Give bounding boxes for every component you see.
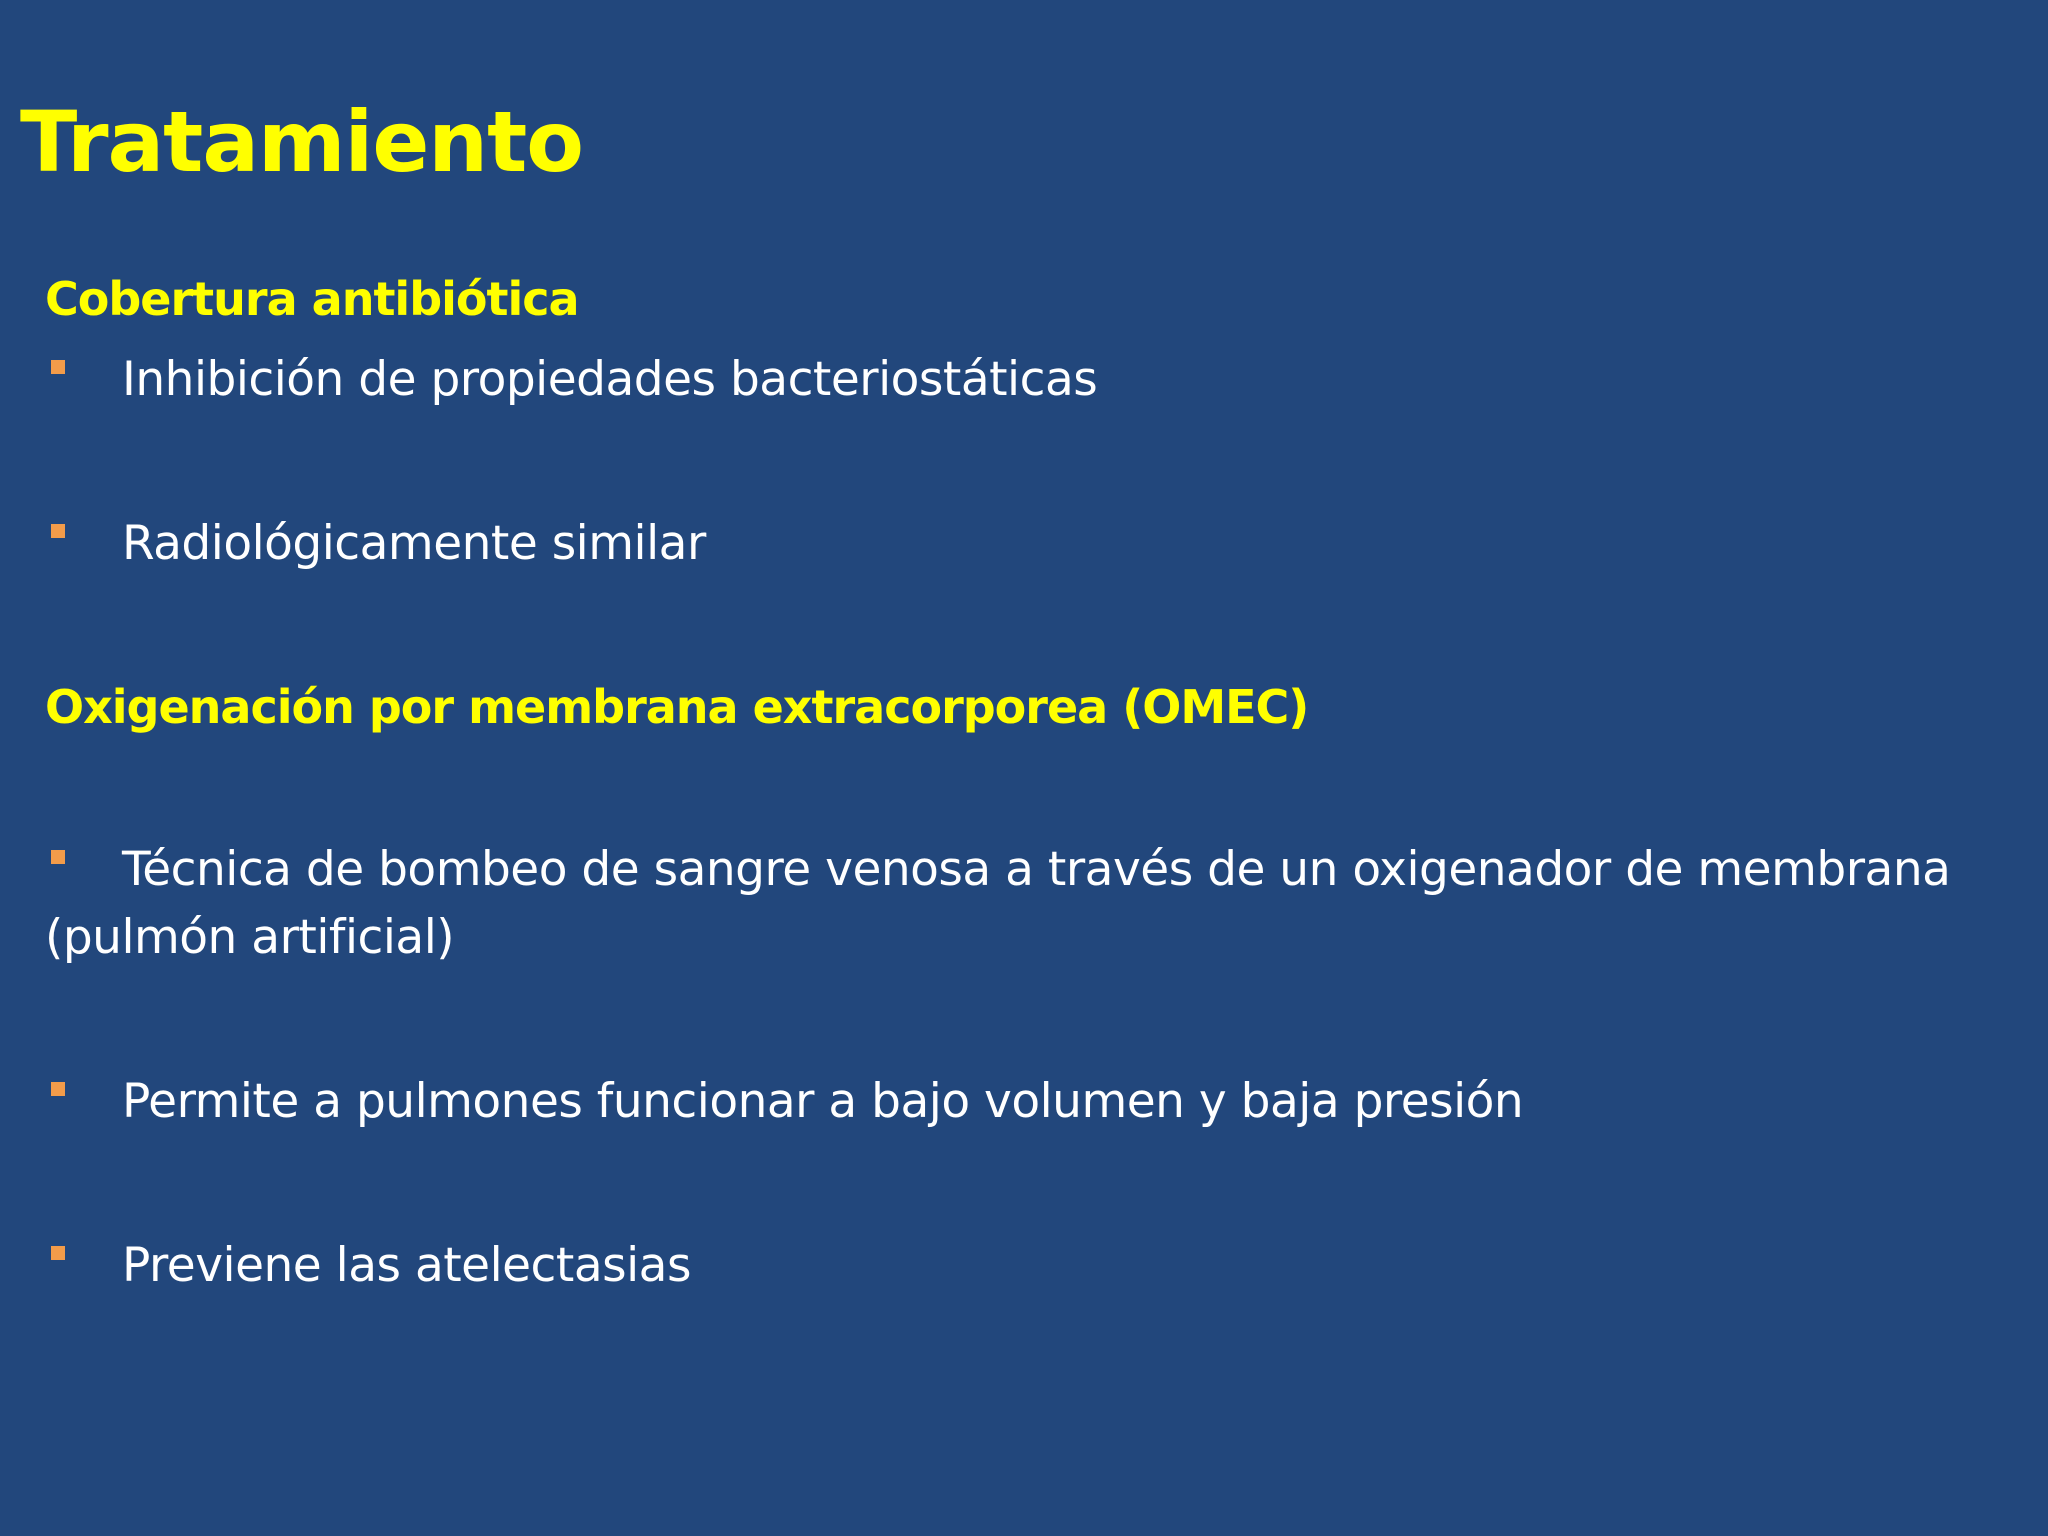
- bullet-text: Permite a pulmones funcionar a bajo volumen y baja presión: [122, 1074, 1524, 1129]
- square-bullet-icon: [51, 850, 65, 864]
- bullet-text: Inhibición de propiedades bacteriostáticas: [122, 352, 1098, 407]
- square-bullet-icon: [51, 1082, 65, 1096]
- bullet-item: [45, 836, 1995, 972]
- bullet-item: [45, 346, 1995, 414]
- slide-title: Tratamiento: [20, 93, 583, 191]
- bullet-item: [45, 510, 1995, 578]
- bullet-text: Radiológicamente similar: [122, 516, 706, 571]
- square-bullet-icon: [51, 360, 65, 374]
- section-heading-omec: Oxigenación por membrana extracorporea (OMEC): [45, 680, 1309, 734]
- section-heading-antibiotic: Cobertura antibiótica: [45, 272, 579, 326]
- bullet-text: Técnica de bombeo de sangre venosa a través de un oxigenador de membrana (pulmón artificial): [45, 842, 1951, 965]
- bullet-item: [45, 1068, 1995, 1136]
- bullet-item: [45, 1232, 1995, 1300]
- bullet-text: Previene las atelectasias: [122, 1238, 691, 1293]
- square-bullet-icon: [51, 524, 65, 538]
- square-bullet-icon: [51, 1246, 65, 1260]
